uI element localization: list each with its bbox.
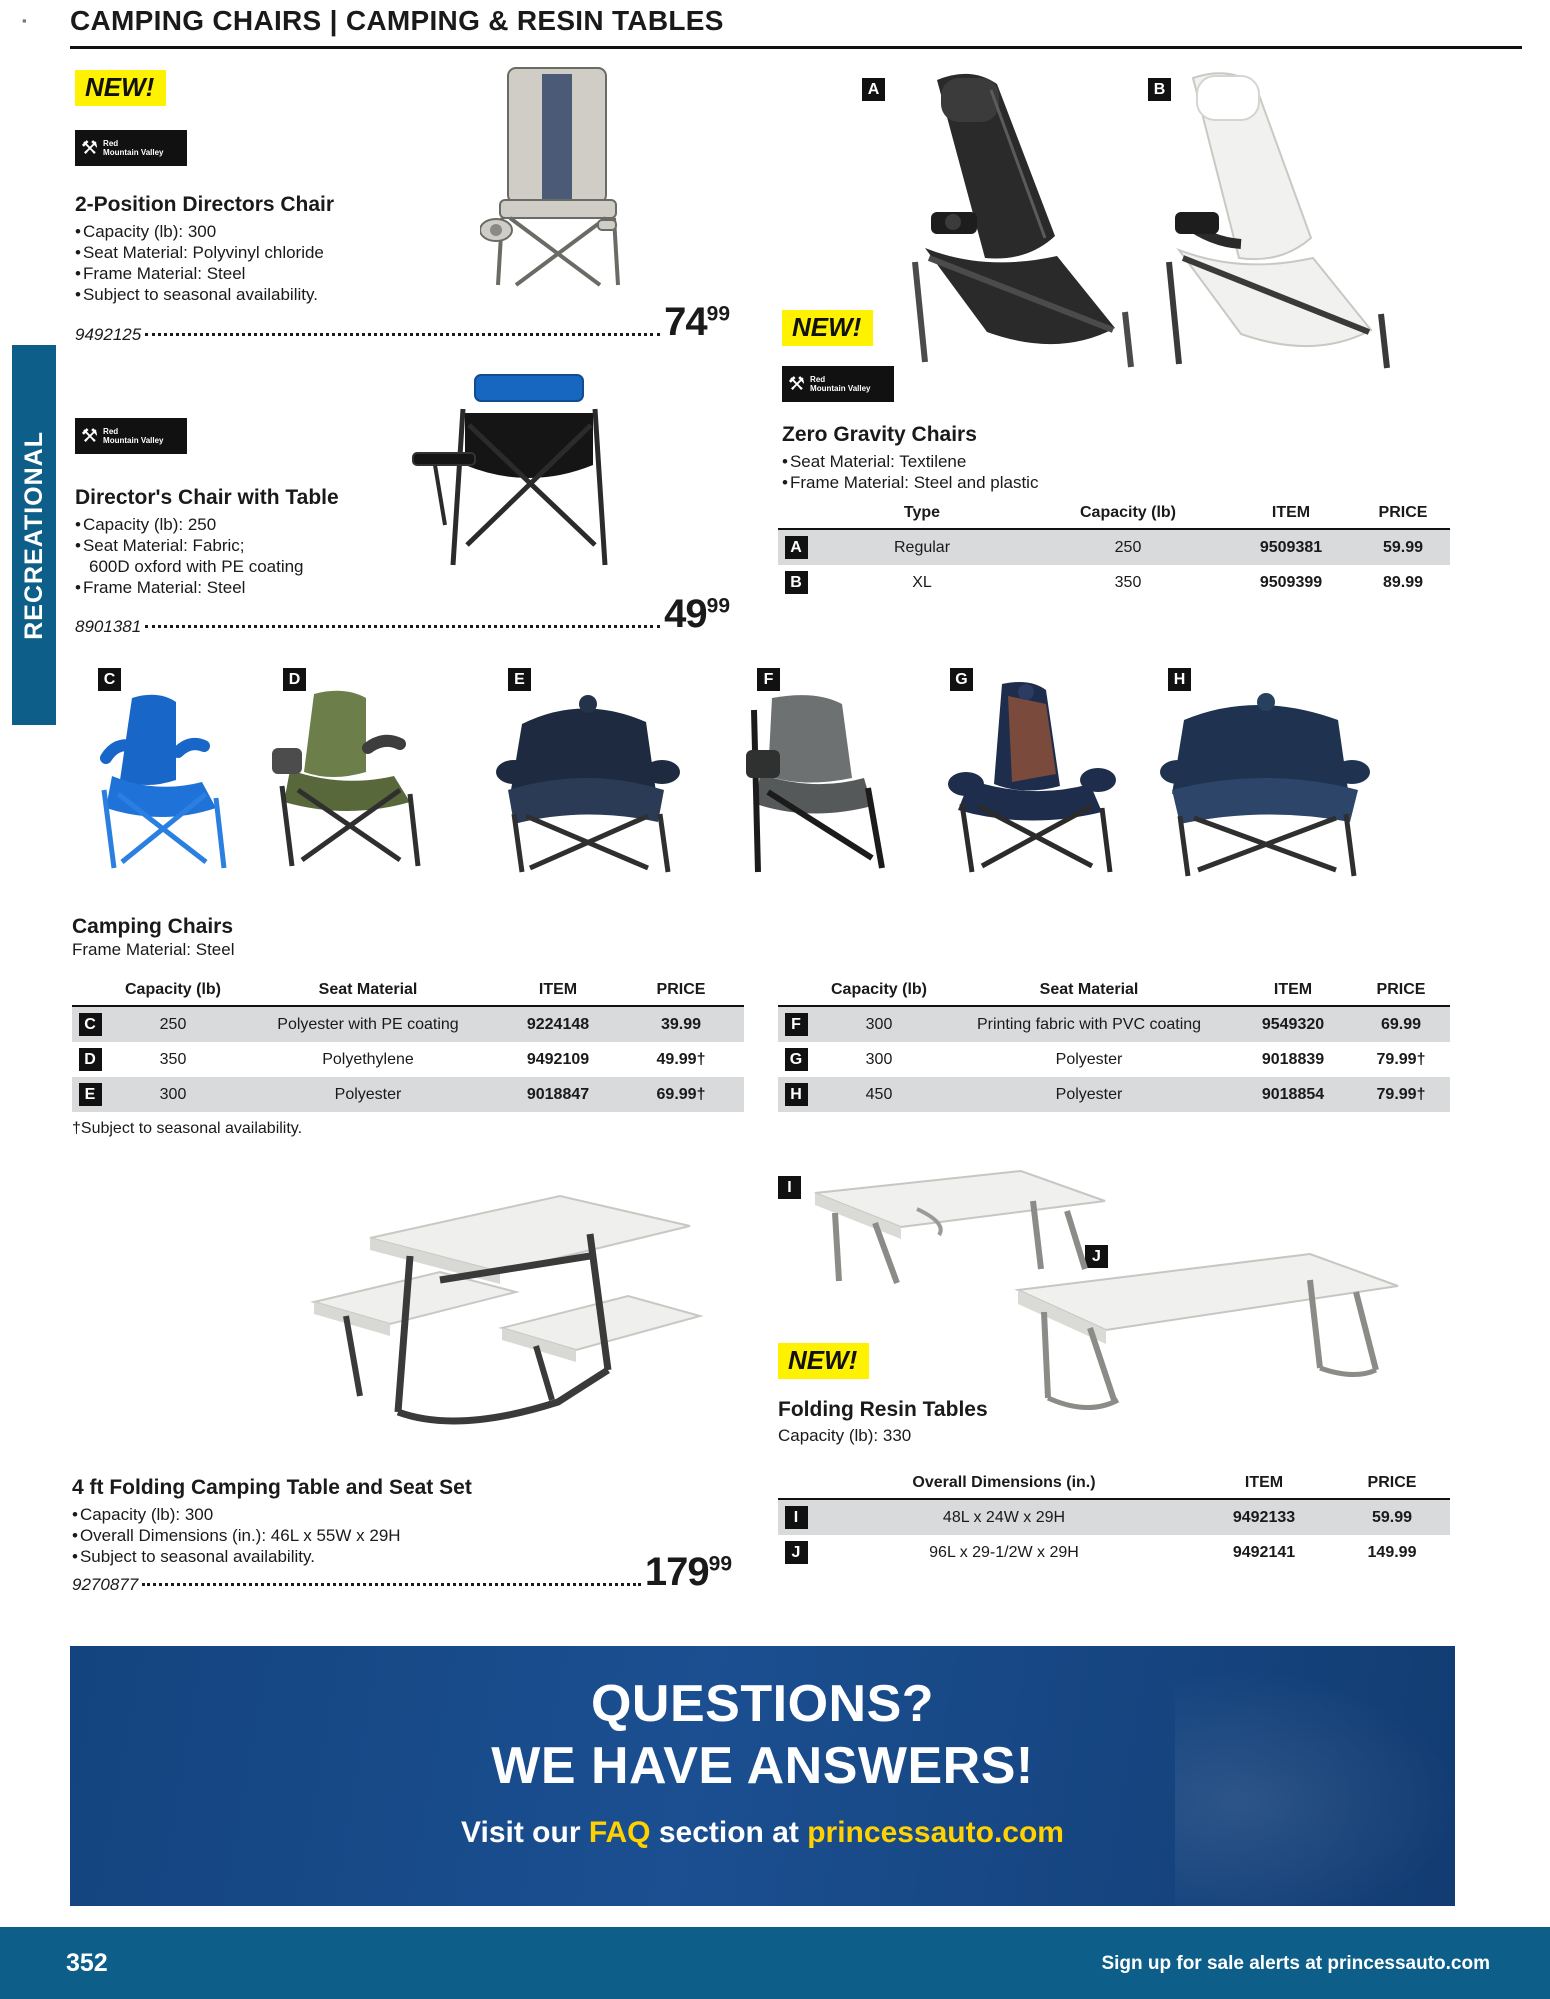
table-row: I 48L x 24W x 29H 9492133 59.99 bbox=[778, 1499, 1450, 1535]
page-title: CAMPING CHAIRS | CAMPING & RESIN TABLES bbox=[70, 5, 724, 36]
price: $74^{99}$ bbox=[664, 300, 730, 344]
page-number: 352 bbox=[66, 1949, 108, 1977]
tag-b: B bbox=[1148, 78, 1171, 101]
row-tag: G bbox=[778, 1042, 814, 1077]
tag-d: D bbox=[283, 668, 306, 691]
tag-i: I bbox=[778, 1176, 801, 1199]
price: $49^{99}$ bbox=[664, 592, 730, 636]
price-table bbox=[778, 975, 1450, 1112]
price-line-directors bbox=[75, 300, 730, 345]
tag-a: A bbox=[862, 78, 885, 101]
camping-chairs-heading: Camping Chairs Frame Material: Steel bbox=[72, 915, 235, 959]
new-badge-resin-tables: NEW! bbox=[778, 1343, 869, 1379]
row-tag: E bbox=[72, 1077, 108, 1112]
promo-banner bbox=[70, 1646, 1455, 1906]
product-bullets: • Capacity (lb): 300 • Overall Dimensions (in.): 46L x 55W x 29H • Subject to seasonal availability. bbox=[72, 1504, 632, 1567]
row-tag: D bbox=[72, 1042, 108, 1077]
table-row: E 300 Polyester 9018847 69.99† bbox=[72, 1077, 744, 1112]
price-table bbox=[72, 975, 744, 1112]
section-tab-label: RECREATIONAL bbox=[19, 430, 48, 640]
product-bullets: • Seat Material: Textilene • Frame Material: Steel and plastic bbox=[782, 451, 1342, 493]
table-row: B XL 350 9509399 89.99 bbox=[778, 565, 1450, 600]
promo-line-2: WE HAVE ANSWERS! bbox=[491, 1737, 1034, 1795]
price: $179^{99}$ bbox=[644, 1550, 732, 1594]
row-tag: B bbox=[778, 565, 814, 600]
price-line-camping-table-set bbox=[72, 1550, 732, 1595]
promo-line-1: QUESTIONS? bbox=[590, 1675, 935, 1733]
tag-c: C bbox=[98, 668, 121, 691]
table-row: F 300 Printing fabric with PVC coating 9549320 69.99 bbox=[778, 1006, 1450, 1042]
price-table bbox=[778, 498, 1450, 600]
brand-logo-directors: ⚒ Red Mountain Valley bbox=[75, 130, 187, 166]
row-tag: F bbox=[778, 1006, 814, 1042]
tag-g: G bbox=[950, 668, 973, 691]
product-zero-gravity bbox=[782, 415, 1342, 493]
header-divider bbox=[70, 46, 1522, 49]
table-row: A Regular 250 9509381 59.99 bbox=[778, 529, 1450, 565]
tag-h: H bbox=[1168, 668, 1191, 691]
promo-pre: Visit our bbox=[461, 1816, 589, 1849]
page-corner-marks: ▪ bbox=[22, 13, 27, 28]
new-badge-directors: NEW! bbox=[75, 70, 166, 106]
table-row: C 250 Polyester with PE coating 9224148 39.99 bbox=[72, 1006, 744, 1042]
brand-logo-directors-table: ⚒ Red Mountain Valley bbox=[75, 418, 187, 454]
row-tag: H bbox=[778, 1077, 814, 1112]
table-row: H 450 Polyester 9018854 79.99† bbox=[778, 1077, 1450, 1112]
product-title: Director's Chair with Table bbox=[75, 486, 339, 509]
row-tag: C bbox=[72, 1006, 108, 1042]
product-title: 2-Position Directors Chair bbox=[75, 193, 335, 216]
item-number: 9270877 bbox=[72, 1575, 139, 1594]
product-image-zero-gravity-regular bbox=[895, 62, 1175, 382]
product-title: Zero Gravity Chairs bbox=[782, 423, 977, 446]
table-header-row: Capacity (lb) Seat Material ITEM PRICE bbox=[72, 975, 744, 1006]
table-header-row: Capacity (lb) Seat Material ITEM PRICE bbox=[778, 975, 1450, 1006]
tag-e: E bbox=[508, 668, 531, 691]
product-camping-table-set: 4 ft Folding Camping Table and Seat Set • Capacity (lb): 300 • Overall Dimensions (in.): 46L x 55W x 29H • Subject to seasonal availability. bbox=[72, 1468, 632, 1567]
sale-alerts-note: Sign up for sale alerts at princessauto.com bbox=[1101, 1953, 1490, 1974]
table-header-row: Type Capacity (lb) ITEM PRICE bbox=[778, 498, 1450, 529]
section-tab-recreational bbox=[12, 345, 56, 725]
windmill-icon: ⚒ bbox=[788, 373, 806, 395]
product-image-chair-d bbox=[268, 688, 438, 878]
zero-gravity-table bbox=[778, 498, 1450, 600]
tag-f: F bbox=[757, 668, 780, 691]
item-number: 8901381 bbox=[75, 617, 142, 636]
product-image-chair-h bbox=[1160, 686, 1370, 880]
product-resin-tables: Folding Resin Tables Capacity (lb): 330 bbox=[778, 1398, 988, 1445]
new-badge-zero-gravity: NEW! bbox=[782, 310, 873, 346]
table-header-row: Overall Dimensions (in.) ITEM PRICE bbox=[778, 1468, 1450, 1499]
table-row: J 96L x 29-1/2W x 29H 9492141 149.99 bbox=[778, 1535, 1450, 1570]
product-image-chair-e bbox=[492, 686, 682, 878]
windmill-icon: ⚒ bbox=[81, 425, 99, 447]
product-image-chair-g bbox=[944, 680, 1124, 880]
resin-tables-table bbox=[778, 1468, 1450, 1570]
page-footer bbox=[0, 1927, 1550, 1999]
row-tag: I bbox=[778, 1499, 814, 1535]
product-bullets: • Capacity (lb): 300 • Seat Material: Polyvinyl chloride • Frame Material: Steel • Subject to seasonal availability. bbox=[75, 221, 505, 305]
item-number: 9492125 bbox=[75, 325, 142, 344]
table-row: G 300 Polyester 9018839 79.99† bbox=[778, 1042, 1450, 1077]
product-image-chair-f bbox=[744, 688, 914, 880]
product-bullets: • Capacity (lb): 250 • Seat Material: Fabric; 600D oxford with PE coating • Frame Material: Steel bbox=[75, 514, 505, 598]
table-row: D 350 Polyethylene 9492109 49.99† bbox=[72, 1042, 744, 1077]
promo-decor bbox=[1175, 1646, 1455, 1906]
row-tag: A bbox=[778, 529, 814, 565]
camping-chairs-table-left bbox=[72, 975, 744, 1138]
promo-mid: section at bbox=[650, 1816, 808, 1849]
camping-chairs-table-right bbox=[778, 975, 1450, 1112]
product-image-chair-c bbox=[88, 690, 248, 880]
product-image-zero-gravity-xl bbox=[1145, 62, 1435, 382]
tag-j: J bbox=[1085, 1245, 1108, 1268]
product-image-camping-table-set bbox=[290, 1160, 720, 1440]
product-image-directors-chair bbox=[480, 60, 660, 290]
price-line-directors-table bbox=[75, 592, 730, 637]
price-table bbox=[778, 1468, 1450, 1570]
website-link[interactable]: princessauto.com bbox=[807, 1816, 1064, 1849]
product-image-directors-chair-table bbox=[405, 365, 665, 595]
seasonal-footnote: †Subject to seasonal availability. bbox=[72, 1120, 303, 1137]
brand-logo-zero-gravity: ⚒ Red Mountain Valley bbox=[782, 366, 894, 402]
row-tag: J bbox=[778, 1535, 814, 1570]
windmill-icon: ⚒ bbox=[81, 137, 99, 159]
product-directors-chair bbox=[75, 185, 505, 305]
faq-link[interactable]: FAQ bbox=[588, 1816, 651, 1849]
